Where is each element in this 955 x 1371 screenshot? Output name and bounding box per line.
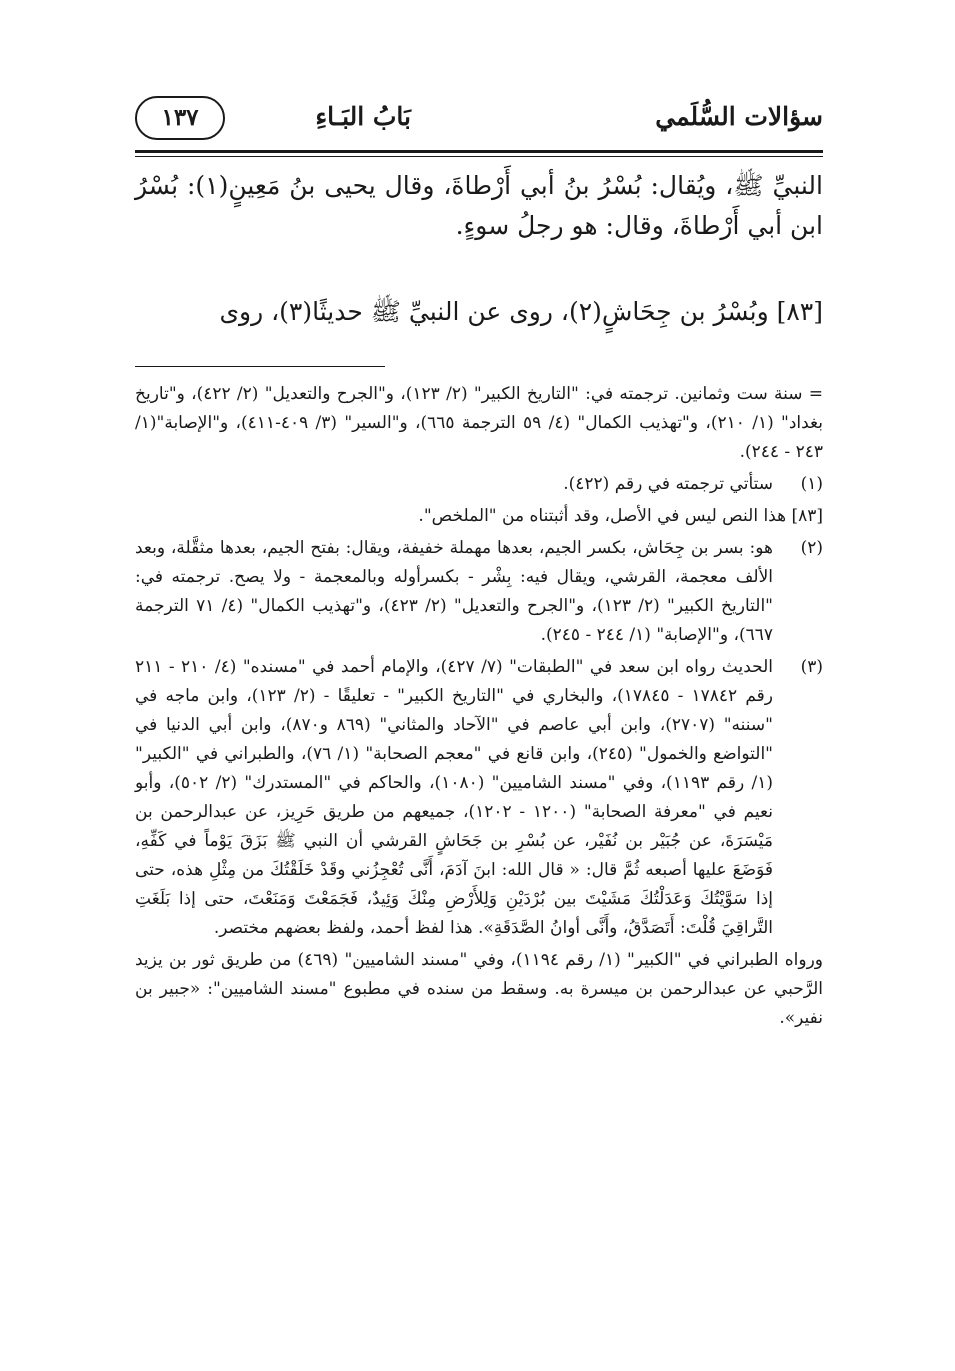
footnote-3 <box>135 653 823 943</box>
book-title: سؤالات السُّلَمي <box>655 102 823 131</box>
header-rule-thin <box>135 156 823 157</box>
footnote-2 <box>135 534 823 650</box>
footnote-number: (١) <box>800 474 823 494</box>
body-paragraph: النبيِّ ﷺ، ويُقال: بُسْرُ بنُ أبي أَرْطاةَ، وقال يحيى بنُ مَعِينٍ(١): بُسْرُ ابن أبي أَرْطاةَ، وقال: هو رجلُ سوءٍ. <box>135 171 823 240</box>
main-text <box>135 166 823 332</box>
page-header <box>135 96 823 146</box>
chapter-title: بَابُ البَـاءِ <box>315 102 411 131</box>
footnote-separator <box>135 366 385 367</box>
footnote-text: هو: بسر بن جِحَاش، بكسر الجيم، بعدها مهملة خفيفة، ويقال: بفتح الجيم، بعدها مثقَّلة، وبعد الألف معجمة، القرشي، ويقال فيه: بِشْر - بكسرأوله وبالمعجمة - ولا يصح. ترجمته في: "التاريخ الكبير" (٢/ ١٢٣)، و"الجرح والتعديل" (٢/ ٤٢٣)، و"تهذيب الكمال" (٤/ ٧١ الترجمة ٦٦٧)، و"الإصابة" (١/ ٢٤٤ - ٢٤٥). <box>135 538 774 645</box>
footnote-number: (٢) <box>800 538 823 558</box>
entry-text: وبُسْرُ بن جِحَاشٍ(٢)، روى عن النبيِّ ﷺ حديثًا(٣)، روى <box>219 297 769 326</box>
footnote-83: [٨٣] هذا النص ليس في الأصل، وقد أثبتناه من "الملخص". <box>418 506 823 526</box>
footnote-continuation: = سنة ست وثمانين. ترجمته في: "التاريخ الكبير" (٢/ ١٢٣)، و"الجرح والتعديل" (٢/ ٤٢٢)، و"تاريخ بغداد" (١/ ٢١٠)، و"تهذيب الكمال" (٤/ ٥٩ الترجمة ٦٦٥)، و"السير" (٣/ ٤٠٩-٤١١)، و"الإصابة"(١/ ٢٤٣ - ٢٤٤). <box>135 384 823 462</box>
footnote-3-continuation: ورواه الطبراني في "الكبير" (١/ رقم ١١٩٤)، وفي "مسند الشاميين" (٤٦٩) من طريق ثور بن يزيد الرَّحبي عن عبدالرحمن بن ميسرة به. وسقط من سنده في مطبوع "مسند الشاميين": «جبير بن نفير». <box>135 950 824 1028</box>
footnote-text: ستأتي ترجمته في رقم (٤٢٢). <box>563 474 773 494</box>
footnote-number: (٣) <box>800 657 823 677</box>
entry-number: [٨٣] <box>776 297 823 326</box>
entry-83 <box>135 292 823 332</box>
page-number: ١٣٧ <box>135 96 225 140</box>
footnotes <box>135 380 823 1036</box>
footnote-1 <box>135 470 823 499</box>
footnote-text: الحديث رواه ابن سعد في "الطبقات" (٧/ ٤٢٧)، والإمام أحمد في "مسنده" (٤/ ٢١٠ - ٢١١ رقم ١٧٨٤٢ - ١٧٨٤٥)، والبخاري في "التاريخ الكبير" - تعليقًا - (٢/ ١٢٣)، وابن ماجه في "سننه" (٢٧٠٧)، وابن أبي عاصم في "الآحاد والمثاني" (٨٦٩ و٨٧٠)، وابن أبي الدنيا في "التواضع والخمول" (٢٤٥)، وابن قانع في "معجم الصحابة" (١/ ٧٦)، والطبراني في "الكبير" (١/ رقم ١١٩٣)، وفي "مسند الشاميين" (١٠٨٠)، والحاكم في "المستدرك" (٢/ ٥٠٢)، وأبو نعيم في "معرفة الصحابة" (١٢٠٠ - ١٢٠٢)، جميعهم من طريق حَرِيز، عن عبدالرحمن بن مَيْسَرَةَ، عن جُبَيْر بن نُفَيْر، عن بُسْرِ بن جَحَاشٍ القرشي أن النبي ﷺ بَزَقَ يَوْماً في كَفِّهِ، فَوَضَعَ عليها أصبعه ثُمَّ قال: « قال الله: ابنَ آدَمَ، أَنَّى تُعْجِزُني وقَدْ خَلَقْتُكَ من مِثْلِ هذه، حتى إذا سَوَّيْتُكَ وَعَدَلْتُكَ مَشَيْتَ بين بُرْدَيْنِ وَلِلأَرْضِ مِنْكَ وَئِيدٌ، فَجَمَعْتَ وَمَنَعْتَ، حتى إذا بَلَغَتِ التَّراقِيَ قُلْتَ: أَتَصَدَّقُ، وأَنَّى أوانُ الصَّدَقَةِ». هذا لفظ أحمد، ولفظ بعضهم مختصر. <box>135 657 774 938</box>
header-rule-thick <box>135 150 823 153</box>
